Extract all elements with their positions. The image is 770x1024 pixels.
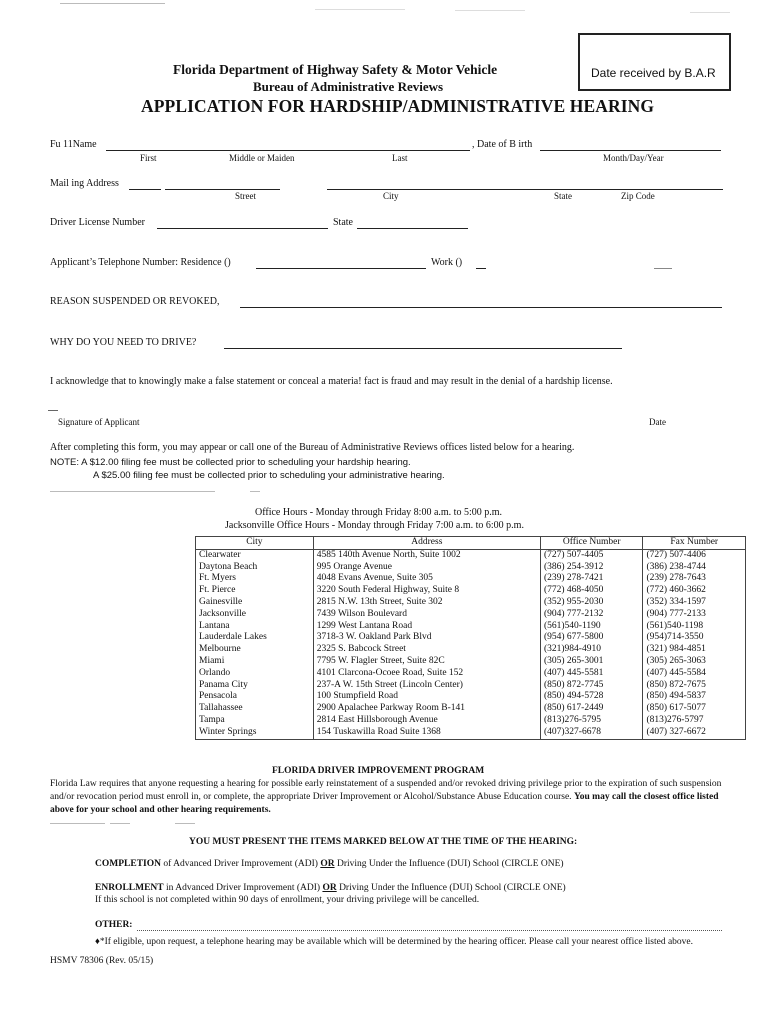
enrollment-text-dui: Driving Under the Influence (DUI) School (CIRCLE ONE) — [339, 883, 566, 893]
office-number-cell: (904) 777-2132 — [540, 609, 643, 621]
enrollment-note: If this school is not completed within 90 days of enrollment, your driving privilege will be cancelled. — [95, 895, 480, 905]
program-call-text: You may call the closest office listed above for your school and other hearing requirements. — [50, 792, 719, 815]
full-name-label: Fu 11Name — [50, 139, 97, 150]
office-number-cell: (561)540-1190 — [540, 621, 643, 633]
office-row — [196, 703, 746, 715]
date-of-birth-field[interactable] — [540, 150, 721, 151]
after-completing-text: After completing this form, you may appear or call one of the Bureau of Administrative Reviews offices listed below for a hearing. — [50, 442, 575, 453]
driver-license-label: Driver License Number — [50, 217, 145, 228]
enrollment-text-adi: in Advanced Driver Improvement (ADI) — [166, 883, 321, 893]
office-number-cell: (321)984-4910 — [540, 644, 643, 656]
office-number-cell: (850) 617-2449 — [540, 703, 643, 715]
office-fax-cell: (407) 445-5584 — [643, 668, 746, 680]
mailing-city-state-zip-field[interactable] — [327, 189, 723, 190]
office-city-cell: Gainesville — [196, 597, 314, 609]
other-label: OTHER: — [95, 920, 133, 930]
program-body-text: Florida Law requires that anyone requesting a hearing for possible early reinstatement of a suspended and/or revoked driving privilege prior to the expiration of such suspension and/or revocation period must enroll in, or complete, the appropriate Driver Improvement or Alcohol/Substance Abuse Education course. — [50, 779, 722, 802]
completion-item[interactable] — [95, 859, 564, 869]
city-column-header: City — [196, 537, 314, 550]
office-fax-cell: (386) 238-4744 — [643, 562, 746, 574]
mailing-address-label: Mail ing Address — [50, 178, 119, 189]
office-city-cell: Tallahassee — [196, 703, 314, 715]
office-city-cell: Ft. Pierce — [196, 585, 314, 597]
office-fax-cell: (772) 460-3662 — [643, 585, 746, 597]
street-caption: Street — [235, 191, 256, 201]
dob-format-caption: Month/Day/Year — [603, 153, 664, 163]
office-number-cell: (407)327-6678 — [540, 727, 643, 739]
office-fax-cell: (850) 617-5077 — [643, 703, 746, 715]
form-number: HSMV 78306 (Rev. 05/15) — [50, 956, 154, 966]
office-city-cell: Ft. Myers — [196, 573, 314, 585]
office-address-cell: 3718-3 W. Oakland Park Blvd — [313, 632, 540, 644]
enrollment-item[interactable] — [95, 883, 566, 893]
office-number-column-header: Office Number — [540, 537, 643, 550]
office-address-cell: 4048 Evans Avenue, Suite 305 — [313, 573, 540, 585]
office-city-cell: Orlando — [196, 668, 314, 680]
office-address-cell: 995 Orange Avenue — [313, 562, 540, 574]
office-number-cell: (772) 468-4050 — [540, 585, 643, 597]
office-row — [196, 668, 746, 680]
hardship-fee-note: NOTE: A $12.00 filing fee must be collected prior to scheduling your hardship hearing. — [50, 457, 411, 468]
completion-label: COMPLETION — [95, 859, 161, 869]
office-address-cell: 2814 East Hillsborough Avenue — [313, 715, 540, 727]
completion-text-adi: of Advanced Driver Improvement (ADI) — [163, 859, 318, 869]
office-number-cell: (850) 494-5728 — [540, 691, 643, 703]
office-fax-cell: (407) 327-6672 — [643, 727, 746, 739]
office-row — [196, 549, 746, 561]
office-row — [196, 644, 746, 656]
residence-phone-label: Applicant’s Telephone Number: Residence () — [50, 257, 231, 268]
office-number-cell: (407) 445-5581 — [540, 668, 643, 680]
office-address-cell: 1299 West Lantana Road — [313, 621, 540, 633]
first-name-caption: First — [140, 153, 157, 163]
office-address-cell: 100 Stumpfield Road — [313, 691, 540, 703]
office-city-cell: Daytona Beach — [196, 562, 314, 574]
office-fax-cell: (321) 984-4851 — [643, 644, 746, 656]
driver-license-field[interactable] — [157, 228, 328, 229]
office-row — [196, 585, 746, 597]
agency-name: Florida Department of Highway Safety & Motor Vehicle — [173, 62, 498, 77]
office-row — [196, 573, 746, 585]
office-fax-cell: (561)540-1198 — [643, 621, 746, 633]
office-row — [196, 656, 746, 668]
office-row — [196, 727, 746, 739]
program-title: FLORIDA DRIVER IMPROVEMENT PROGRAM — [272, 766, 485, 776]
office-city-cell: Lauderdale Lakes — [196, 632, 314, 644]
office-address-cell: 7439 Wilson Boulevard — [313, 609, 540, 621]
office-city-cell: Tampa — [196, 715, 314, 727]
program-body — [50, 778, 722, 817]
office-fax-cell: (305) 265-3063 — [643, 656, 746, 668]
acknowledgement-text: I acknowledge that to knowingly make a false statement or conceal a materia! fact is fraud and may result in the denial of a hardship license. — [50, 376, 613, 387]
office-row — [196, 632, 746, 644]
work-phone-label: Work () — [431, 257, 463, 268]
office-number-cell: (305) 265-3001 — [540, 656, 643, 668]
middle-name-caption: Middle or Maiden — [229, 153, 295, 163]
office-address-cell: 2815 N.W. 13th Street, Suite 302 — [313, 597, 540, 609]
offices-table-header — [196, 537, 746, 550]
other-field[interactable] — [137, 930, 722, 931]
office-address-cell: 237-A W. 15th Street (Lincoln Center) — [313, 680, 540, 692]
why-drive-field[interactable] — [224, 348, 622, 349]
completion-or: OR — [320, 859, 335, 869]
full-name-field[interactable] — [106, 150, 470, 151]
office-row — [196, 562, 746, 574]
office-fax-cell: (352) 334-1597 — [643, 597, 746, 609]
office-hours: Office Hours - Monday through Friday 8:00 a.m. to 5:00 p.m. — [255, 507, 503, 518]
office-fax-cell: (850) 872-7675 — [643, 680, 746, 692]
office-address-cell: 7795 W. Flagler Street, Suite 82C — [313, 656, 540, 668]
signature-caption: Signature of Applicant — [58, 417, 140, 427]
office-city-cell: Winter Springs — [196, 727, 314, 739]
office-number-cell: (813)276-5795 — [540, 715, 643, 727]
office-address-cell: 4101 Clarcona-Ocoee Road, Suite 152 — [313, 668, 540, 680]
city-caption: City — [383, 191, 399, 201]
office-number-cell: (352) 955-2030 — [540, 597, 643, 609]
office-city-cell: Panama City — [196, 680, 314, 692]
offices-table — [195, 536, 746, 740]
telephone-hearing-note: ♦*If eligible, upon request, a telephone hearing may be available which will be determined by the hearing officer. Please call your nearest office listed above. — [95, 937, 694, 947]
mailing-street-field-b[interactable] — [165, 189, 280, 190]
office-fax-cell: (813)276-5797 — [643, 715, 746, 727]
residence-phone-field[interactable] — [256, 268, 426, 269]
office-city-cell: Melbourne — [196, 644, 314, 656]
why-drive-label: WHY DO YOU NEED TO DRIVE? — [50, 337, 197, 348]
office-city-cell: Jacksonville — [196, 609, 314, 621]
office-number-cell: (239) 278-7421 — [540, 573, 643, 585]
bureau-name: Bureau of Administrative Reviews — [253, 79, 444, 94]
office-number-cell: (954) 677-5800 — [540, 632, 643, 644]
last-name-caption: Last — [392, 153, 408, 163]
office-fax-cell: (954)714-3550 — [643, 632, 746, 644]
page-title: APPLICATION FOR HARDSHIP/ADMINISTRATIVE HEARING — [141, 96, 655, 116]
office-row — [196, 609, 746, 621]
administrative-fee-note: A $25.00 filing fee must be collected prior to scheduling your administrative hearing. — [93, 470, 445, 481]
work-phone-field[interactable] — [476, 268, 486, 269]
office-row — [196, 621, 746, 633]
office-fax-cell: (239) 278-7643 — [643, 573, 746, 585]
office-address-cell: 3220 South Federal Highway, Suite 8 — [313, 585, 540, 597]
office-address-cell: 4585 140th Avenue North, Suite 1002 — [313, 549, 540, 561]
date-received-label: Date received by B.A.R — [591, 66, 716, 80]
office-number-cell: (850) 872-7745 — [540, 680, 643, 692]
signature-field[interactable] — [48, 410, 58, 411]
office-number-cell: (386) 254-3912 — [540, 562, 643, 574]
office-fax-cell: (727) 507-4406 — [643, 549, 746, 561]
office-row — [196, 691, 746, 703]
office-address-cell: 154 Tuskawilla Road Suite 1368 — [313, 727, 540, 739]
reason-suspended-field[interactable] — [240, 307, 722, 308]
present-items-title: YOU MUST PRESENT THE ITEMS MARKED BELOW AT THE TIME OF THE HEARING: — [189, 837, 578, 847]
fax-number-column-header: Fax Number — [643, 537, 746, 550]
office-city-cell: Miami — [196, 656, 314, 668]
office-row — [196, 597, 746, 609]
license-state-label: State — [333, 217, 353, 228]
office-number-cell: (727) 507-4405 — [540, 549, 643, 561]
office-city-cell: Pensacola — [196, 691, 314, 703]
office-fax-cell: (904) 777-2133 — [643, 609, 746, 621]
state-caption: State — [554, 191, 572, 201]
zip-code-caption: Zip Code — [621, 191, 655, 201]
date-received-box — [578, 33, 731, 91]
completion-text-dui: Driving Under the Influence (DUI) School (CIRCLE ONE) — [336, 859, 564, 869]
office-fax-cell: (850) 494-5837 — [643, 691, 746, 703]
office-city-cell: Lantana — [196, 621, 314, 633]
office-city-cell: Clearwater — [196, 549, 314, 561]
enrollment-label: ENROLLMENT — [95, 883, 164, 893]
address-column-header: Address — [313, 537, 540, 550]
office-address-cell: 2900 Apalachee Parkway Room B-141 — [313, 703, 540, 715]
date-of-birth-label: , Date of B irth — [472, 139, 533, 150]
office-row — [196, 680, 746, 692]
enrollment-or: OR — [322, 883, 337, 893]
signature-date-caption: Date — [649, 417, 666, 427]
reason-suspended-label: REASON SUSPENDED OR REVOKED, — [50, 296, 220, 307]
license-state-field[interactable] — [357, 228, 468, 229]
jacksonville-office-hours: Jacksonville Office Hours - Monday through Friday 7:00 a.m. to 6:00 p.m. — [225, 520, 524, 531]
mailing-street-field-a[interactable] — [129, 189, 161, 190]
office-row — [196, 715, 746, 727]
office-address-cell: 2325 S. Babcock Street — [313, 644, 540, 656]
